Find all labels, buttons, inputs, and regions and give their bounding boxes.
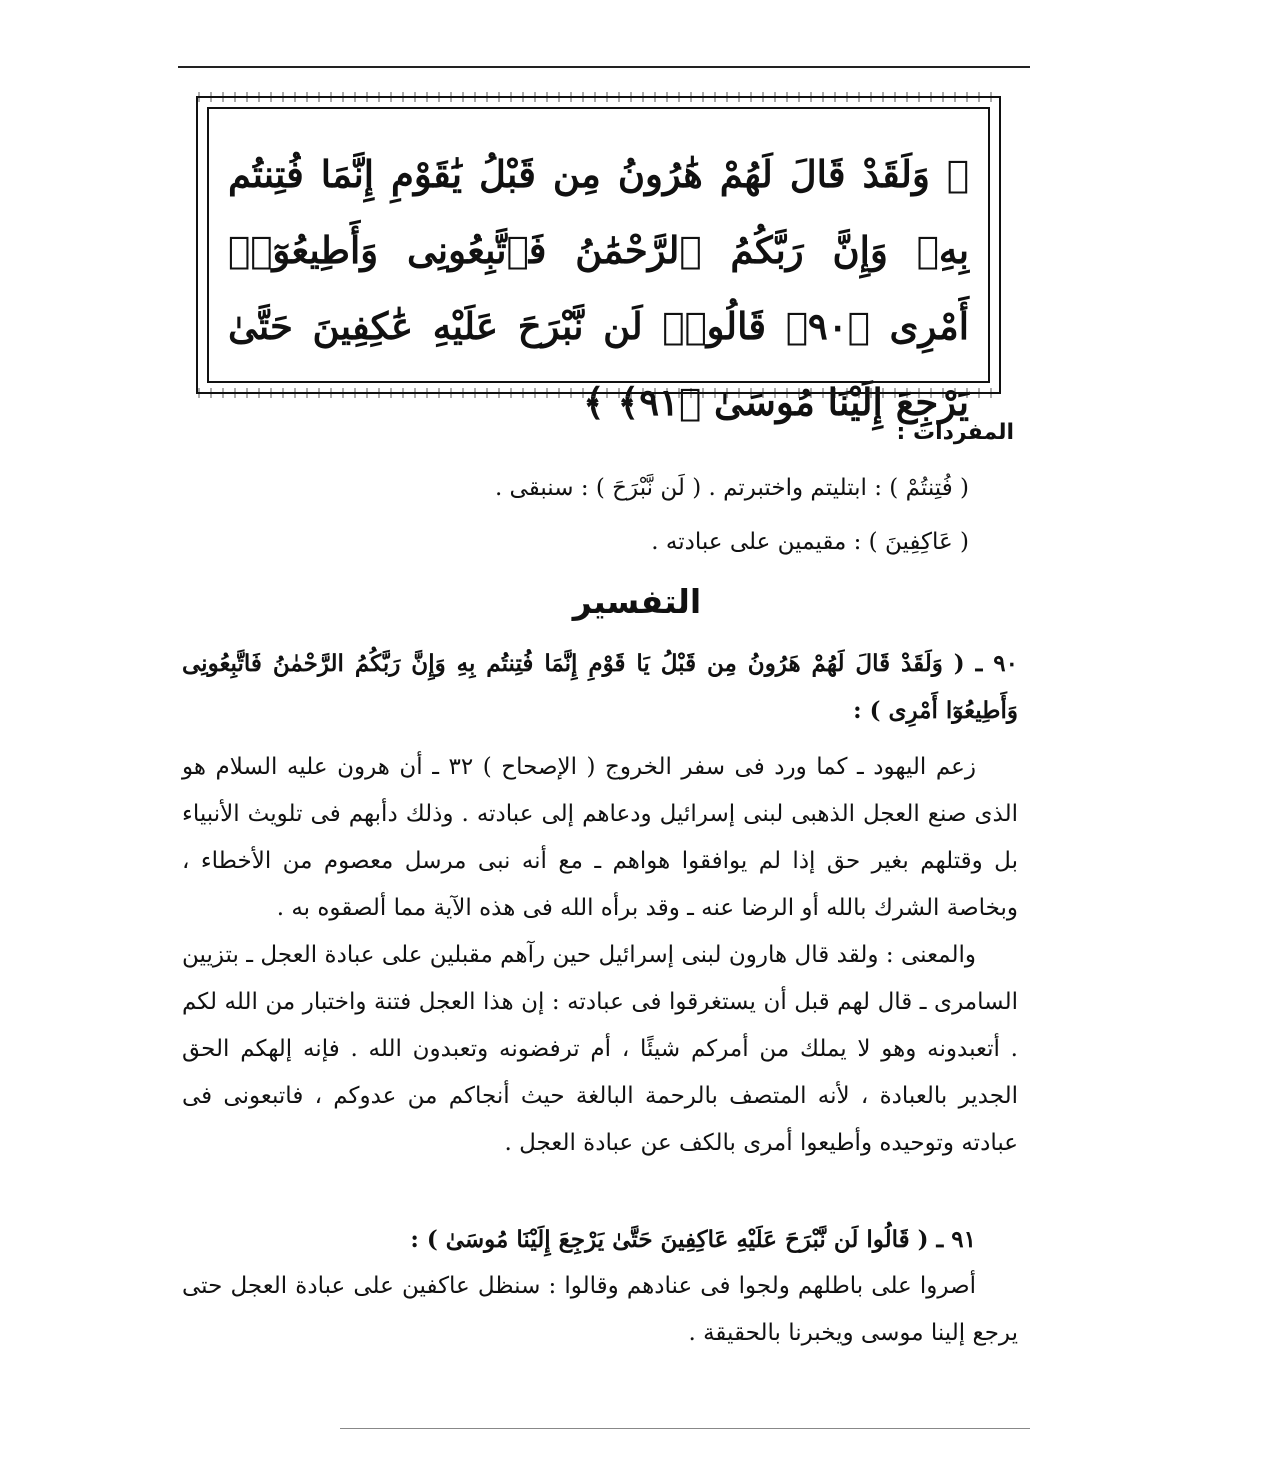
quran-verse-frame [196, 96, 1001, 424]
vocabulary-line-1: ( فُتِنتُمْ ) : ابتليتم واختبرتم . ( لَن نَّبْرَحَ ) : سنبقى . [494, 475, 969, 501]
bottom-rule [340, 1428, 1030, 1429]
frame-ornament-top [198, 92, 999, 102]
tafsir-verse-91 [182, 1216, 1018, 1357]
top-rule [178, 66, 1030, 68]
tafsir-title: التفسير [572, 582, 702, 621]
verse-90-heading: ٩٠ ـ ( وَلَقَدْ قَالَ لَهُمْ هَرُونُ مِن قَبْلُ يَا قَوْمِ إِنَّمَا فُتِنتُم بِهِ وَإِنَّ رَبَّكُمُ الرَّحْمٰنُ فَاتَّبِعُونِى وَأَطِيعُوٓا أَمْرِى ) : [182, 650, 1018, 724]
verse-91-paragraph-1: أصروا على باطلهم ولجوا فى عنادهم وقالوا : سنظل عاكفين على عبادة العجل حتى يرجع إلينا موسى ويخبرنا بالحقيقة . [182, 1273, 1018, 1346]
vocabulary-line-2: ( عَاكِفِينَ ) : مقيمين على عبادته . [651, 529, 969, 555]
verse-90-paragraph-2: والمعنى : ولقد قال هارون لبنى إسرائيل حين رآهم مقبلين على عبادة العجل ـ بتزيين السامرى ـ قال لهم قبل أن يستغرقوا فى عبادته : إن هذا العجل فتنة واختبار من الله لكم . أتعبدونه وهو لا يملك من أمركم شيئًا ، أم ترفضونه وتعبدون الله . فإنه إلهكم الحق الجدير بالعبادة ، لأنه المتصف بالرحمة البالغة حيث أنجاكم من عدوكم ، فاتبعونى فى عبادته وتوحيده وأطيعوا أمرى بالكف عن عبادة العجل . [182, 942, 1018, 1156]
vocabulary-heading: المفردات : [896, 420, 1014, 445]
verse-90-paragraph-1: زعم اليهود ـ كما ورد فى سفر الخروج ( الإصحاح ) ٣٢ ـ أن هرون عليه السلام هو الذى صنع العجل الذهبى لبنى إسرائيل ودعاهم إلى عبادته . وذلك دأبهم فى تلويث الأنبياء بل وقتلهم بغير حق إذا لم يوافقوا هواهم ـ مع أنه نبى مرسل معصوم من الأخطاء ، وبخاصة الشرك بالله أو الرضا عنه ـ وقد برأه الله فى هذه الآية مما ألصقوه به . [182, 754, 1018, 921]
verse-91-heading: ٩١ ـ ( قَالُوا لَن نَّبْرَحَ عَلَيْهِ عَاكِفِينَ حَتَّىٰ يَرْجِعَ إِلَيْنَا مُوسَىٰ ) : [410, 1226, 976, 1253]
tafsir-verse-90 [182, 640, 1018, 1167]
quran-verse-text: ﴿ وَلَقَدْ قَالَ لَهُمْ هَٰرُونُ مِن قَبْلُ يَٰقَوْمِ إِنَّمَا فُتِنتُم بِهِۦ وَإِنَّ رَبَّكُمُ ٱلرَّحْمَٰنُ فَٱتَّبِعُونِى وَأَطِيعُوٓا۟ أَمْرِى ﴿٩٠﴾ قَالُوا۟ لَن نَّبْرَحَ عَلَيْهِ عَٰكِفِينَ حَتَّىٰ يَرْجِعَ إِلَيْنَا مُوسَىٰ ﴿٩١﴾ ﴾ [228, 152, 969, 424]
